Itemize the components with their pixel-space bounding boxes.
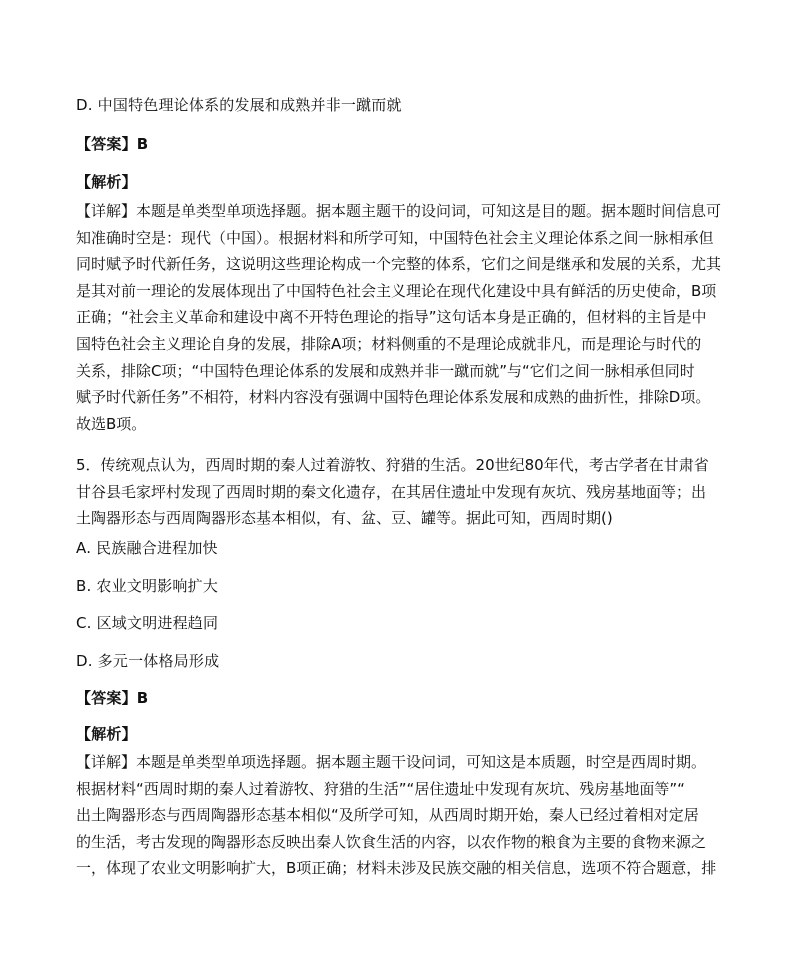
q5-stem-line: 甘谷县毛家坪村发现了西周时期的秦文化遗存，在其居住遗址中发现有灰坑、残房基地面等；出 — [76, 482, 707, 501]
q5-option-b: B. 农业文明影响扩大 — [76, 577, 219, 595]
q4-detail-line: 同时赋予时代新任务，这说明这些理论构成一个完整的体系，它们之间是继承和发展的关系，尤其 — [76, 255, 722, 274]
q4-detail-line: 是其对前一理论的发展体现出了中国特色社会主义理论在现代化建设中具有鲜活的历史使命，B项 — [76, 281, 717, 300]
q5-answer: 【答案】B — [76, 689, 149, 707]
q5-detail-line: 的生活，考古发现的陶器形态反映出秦人饮食生活的内容，以农作物的粮食为主要的食物来源之 — [76, 832, 707, 851]
q5-detail-explanation — [76, 749, 717, 882]
q4-detail-line: 知准确时空是：现代（中国）。根据材料和所学可知，中国特色社会主义理论体系之间一脉相承但 — [76, 228, 714, 247]
q5-detail-line: 一，体现了农业文明影响扩大，B项正确；材料未涉及民族交融的相关信息，选项不符合题意，排 — [76, 859, 717, 878]
q5-option-a: A. 民族融合进程加快 — [76, 539, 218, 557]
q4-detail-line: 关系，排除C项；“中国特色理论体系的发展和成熟并非一蹴而就”与“它们之间一脉相承但同时 — [76, 361, 695, 380]
q4-option-d: D. 中国特色理论体系的发展和成熟并非一蹴而就 — [76, 96, 402, 114]
q5-detail-line: 出土陶器形态与西周陶器形态基本相似“及所学可知，从西周时期开始，秦人已经过着相对定居 — [76, 806, 699, 825]
q5-option-c: C. 区域文明进程趋同 — [76, 614, 219, 632]
q4-detail-line: 赋予时代新任务”不相符，材料内容没有强调中国特色理论体系发展和成熟的曲折性，排除D项。 — [76, 388, 711, 407]
q4-detail-line: 正确；“社会主义革命和建设中离不开特色理论的指导”这句话本身是正确的，但材料的主旨是中 — [76, 308, 707, 327]
q5-stem-line: 5．传统观点认为，西周时期的秦人过着游牧、狩猎的生活。20世纪80年代，考古学者在甘肃省 — [76, 456, 709, 474]
q5-option-d: D. 多元一体格局形成 — [76, 652, 220, 670]
q4-detail-line: 国特色社会主义理论自身的发展，排除A项；材料侧重的不是理论成就非凡，而是理论与时代的 — [76, 334, 702, 353]
q5-stem-line: 土陶器形态与西周陶器形态基本相似，有、盆、豆、罐等。据此可知，西周时期() — [76, 509, 613, 528]
q5-detail-line: 根据材料“西周时期的秦人过着游牧、狩猎的生活”“居住遗址中发现有灰坑、残房基地面等”“ — [76, 779, 685, 798]
q4-detail-line: 【详解】本题是单类型单项选择题。据本题主题干的设问词，可知这是目的题。据本题时间信息可 — [76, 202, 722, 220]
q5-detail-line: 【详解】本题是单类型单项选择题。据本题主题干设问词，可知这是本质题，时空是西周时期。 — [76, 753, 707, 771]
q5-question-stem — [76, 452, 709, 532]
q4-answer: 【答案】B — [76, 135, 149, 153]
q4-detail-explanation — [76, 198, 722, 437]
q4-detail-line: 故选B项。 — [76, 414, 147, 433]
q4-analysis-heading: 【解析】 — [76, 173, 137, 191]
q5-analysis-heading: 【解析】 — [76, 725, 137, 743]
